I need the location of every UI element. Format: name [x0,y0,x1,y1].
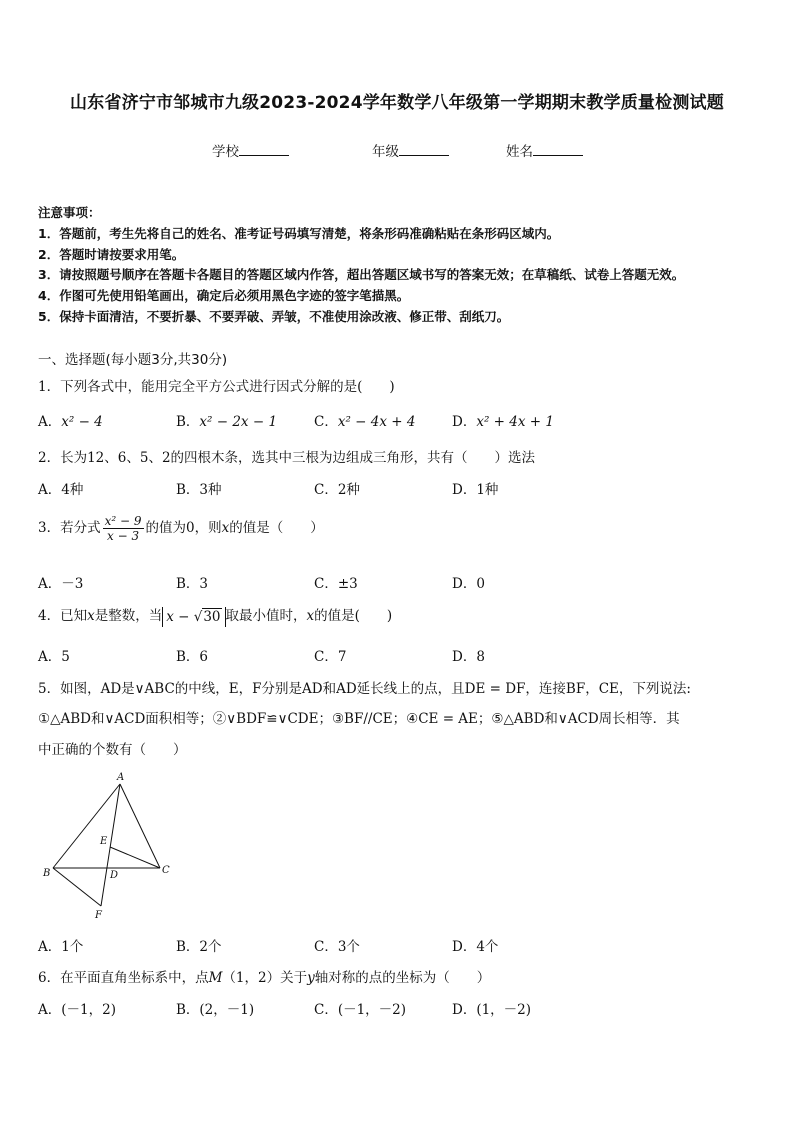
note-item: 1．答题前，考生先将自己的姓名、准考证号码填写清楚，将条形码准确粘贴在条形码区域内。 [38,226,560,241]
absolute-value: x − √30 [162,607,225,627]
q6-option-c[interactable]: C．(－1，－2) [314,1002,407,1018]
q2-option-a[interactable]: A．4种 [38,482,84,498]
q3-option-b[interactable]: B．3 [176,576,209,592]
page-title: 山东省济宁市邹城市九级2023-2024学年数学八年级第一学期期末教学质量检测试题 [70,93,724,113]
q3-option-d[interactable]: D．0 [452,576,485,592]
q1-option-c[interactable]: C．x² − 4x + 4 [314,414,416,430]
triangle-figure [38,768,178,923]
q2-option-c[interactable]: C．2种 [314,482,360,498]
question-5-line1: 5．如图，AD是∨ABC的中线，E，F分别是AD和AD延长线上的点，且DE = DF，连接BF，CE，下列说法: [38,681,691,697]
q6-option-a[interactable]: A．(－1，2) [38,1002,116,1018]
note-item: 3．请按照题号顺序在答题卡各题目的答题区域内作答，超出答题区域书写的答案无效；在草稿纸、试卷上答题无效。 [38,267,685,282]
q5-option-a[interactable]: A．1个 [38,939,84,955]
school-field [212,140,289,160]
note-item: 4．作图可先使用铅笔画出，确定后必须用黑色字迹的签字笔描黑。 [38,288,410,303]
label-a: A [117,772,125,783]
section-heading: 一、选择题(每小题3分,共30分) [38,352,228,368]
q1-option-b[interactable]: B．x² − 2x − 1 [176,414,278,430]
q4-option-c[interactable]: C．7 [314,649,347,665]
q3-option-a[interactable]: A．－3 [38,576,84,592]
question-4-stem: 4．已知x是整数，当 x − √30 取最小值时，x的值是( ) [38,608,393,625]
grade-label: 年级 [372,144,399,160]
label-e: E [100,836,108,847]
q3-option-c[interactable]: C．±3 [314,576,358,592]
q4-option-d[interactable]: D．8 [452,649,485,665]
name-field [506,140,583,160]
label-f: F [95,910,102,921]
question-5-line3: 中正确的个数有（ ） [38,742,187,758]
question-2-stem: 2．长为12、6、5、2的四根木条，选其中三根为边组成三角形，共有（ ）选法 [38,450,536,466]
q5-option-d[interactable]: D．4个 [452,939,499,955]
q4-option-b[interactable]: B．6 [176,649,209,665]
q6-option-b[interactable]: B．(2，－1) [176,1002,255,1018]
q1-option-a[interactable]: A．x² − 4 [38,414,103,430]
q6-option-d[interactable]: D．(1，－2) [452,1002,532,1018]
q4-option-a[interactable]: A．5 [38,649,70,665]
school-label: 学校 [212,144,239,160]
note-item: 5．保持卡面清洁，不要折暴、不要弄破、弄皱，不准使用涂改液、修正带、刮纸刀。 [38,309,510,324]
label-c: C [162,865,170,876]
fraction: $\frac{\text{x² − 9}}{x - 3}$ [104,514,142,543]
label-b: B [43,868,51,879]
label-d: D [110,870,119,881]
question-3-stem: 3．若分式 $\frac{\text{x² − 9}}{x - 3}$ 的值为0，则x的值是（ ） [38,514,324,543]
grade-field [372,140,449,160]
question-5-line2: ①△ABD和∨ACD面积相等；②∨BDF≌∨CDE；③BF//CE；④CE = AE；⑤△ABD和∨ACD周长相等．其 [38,711,680,727]
q2-option-d[interactable]: D．1种 [452,482,499,498]
q2-option-b[interactable]: B．3种 [176,482,222,498]
q5-option-c[interactable]: C．3个 [314,939,360,955]
question-6-stem: 6．在平面直角坐标系中，点M（1，2）关于y轴对称的点的坐标为（ ） [38,970,491,986]
note-item: 2．答题时请按要求用笔。 [38,247,185,262]
notes-header: 注意事项： [38,205,101,220]
q1-option-d[interactable]: D．x² + 4x + 1 [452,414,554,430]
q5-option-b[interactable]: B．2个 [176,939,222,955]
question-1-stem: 1．下列各式中，能用完全平方公式进行因式分解的是( ) [38,379,395,395]
name-label: 姓名 [506,144,533,160]
